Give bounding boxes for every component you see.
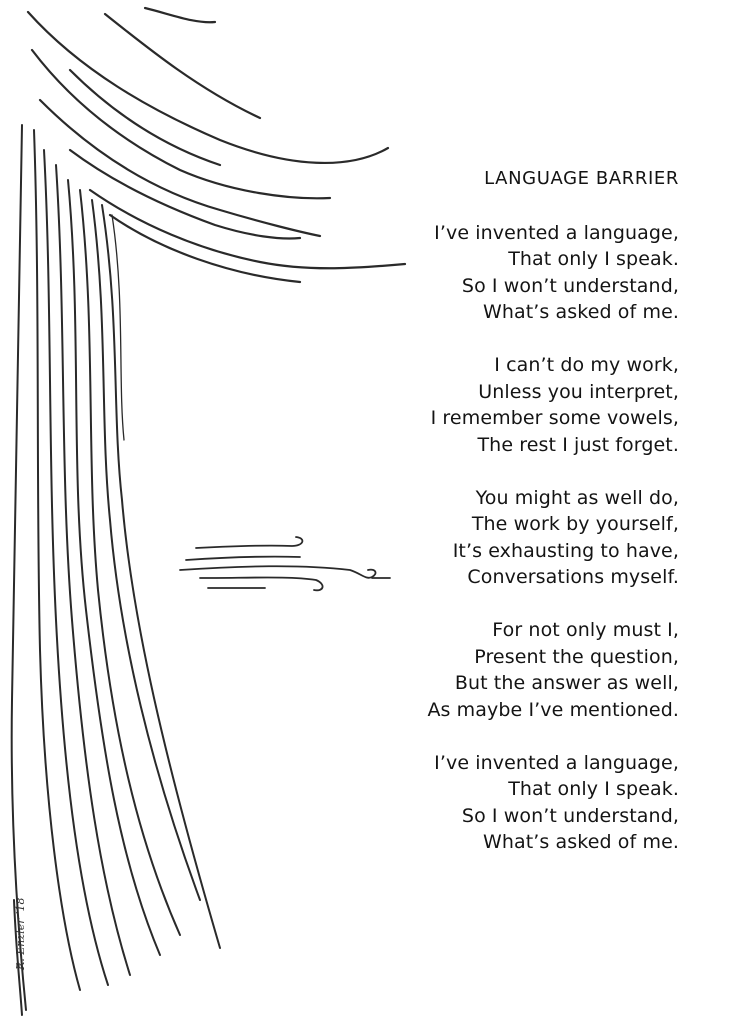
stanza [349,220,679,326]
poem-line: So I won’t understand, [461,274,679,297]
poem-line: It’s exhausting to have, [452,539,679,562]
poem-line: I’ve invented a language, [434,751,679,774]
poem-line: That only I speak. [508,778,679,800]
poem-line: Present the question, [474,645,679,668]
poem-line: Conversations myself. [467,566,679,588]
stanza [349,750,679,856]
trunk-stroke [12,125,26,1010]
poem-line: I can’t do my work, [494,354,679,376]
wind-stroke [186,557,300,560]
poem-line: Unless you interpret, [478,380,679,403]
poem-line: What’s asked of me. [482,831,679,853]
stanza [349,352,679,458]
poem-line: That only I speak. [508,248,679,270]
poem-line: You might as well do, [475,486,679,509]
canopy-stroke [105,14,260,118]
poem-line: What’s asked of me. [482,301,679,323]
poem-line: The work by yourself, [471,513,679,535]
poem-title: LANGUAGE BARRIER [484,168,679,189]
trunk-stroke [92,200,200,900]
canopy-stroke [28,12,388,163]
poem-line: But the answer as well, [454,672,679,694]
poem-line: So I won’t understand, [461,804,679,827]
stanza [349,485,679,591]
trunk-stroke [44,150,108,985]
wind-stroke [180,566,375,578]
wind-stroke [196,537,302,548]
artist-signature: R. Enzler ’18 [14,897,27,970]
poem-line: I’ve invented a language, [434,221,679,244]
poem-line: As maybe I’ve mentioned. [427,698,679,721]
stanza [349,617,679,723]
canopy-stroke [145,8,215,22]
poem-line: The rest I just forget. [477,433,679,456]
poem-line: For not only must I, [492,619,679,641]
poem [349,166,679,882]
poem-line: I remember some vowels, [430,407,679,429]
